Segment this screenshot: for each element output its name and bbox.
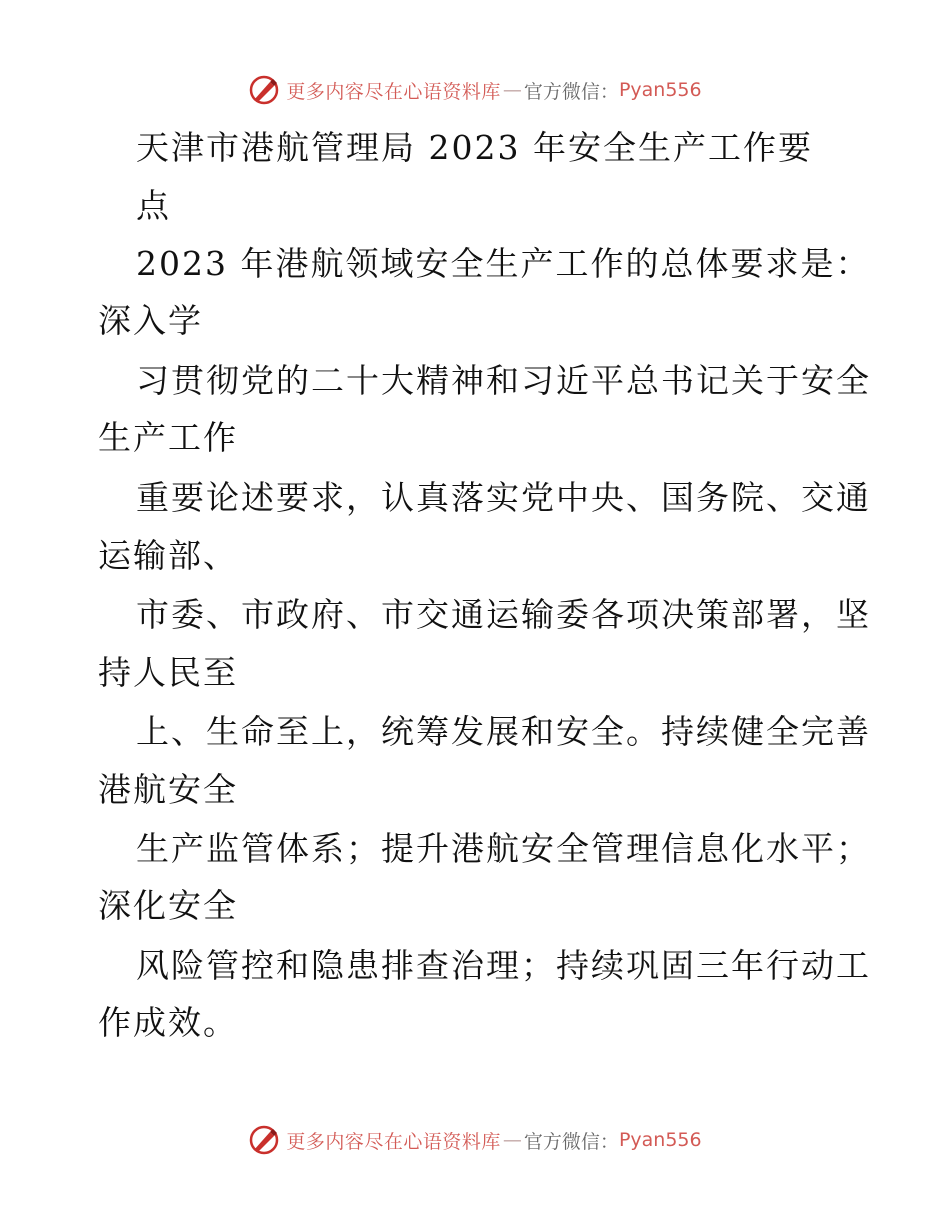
pen-logo-icon (248, 1124, 280, 1156)
paragraph-line: 2023 年港航领域安全生产工作的总体要求是： (136, 244, 871, 283)
paragraph-line: 生产监管体系；提升港航安全管理信息化水平； (136, 829, 871, 868)
paragraph-line: 运输部、 (98, 536, 238, 575)
document-title-line-2: 点 (136, 186, 171, 225)
watermark-official-label: 官方微信： (523, 1130, 619, 1153)
paragraph-line: 生产工作 (98, 418, 238, 457)
paragraph-line: 风险管控和隐患排查治理；持续巩固三年行动工 (136, 946, 871, 985)
watermark-wechat-id: Pyan556 (618, 1129, 702, 1151)
pen-logo-icon (248, 74, 280, 106)
watermark-wechat-id: Pyan556 (618, 79, 702, 101)
watermark-official-label: 官方微信： (523, 80, 619, 103)
watermark-dash: — (502, 1129, 522, 1151)
paragraph-line: 作成效。 (98, 1003, 238, 1042)
paragraph-line: 深化安全 (98, 886, 238, 925)
paragraph-line: 习贯彻党的二十大精神和习近平总书记关于安全 (136, 361, 871, 400)
watermark-header (0, 72, 950, 108)
watermark-text: 更多内容尽在心语资料库 (286, 80, 501, 103)
watermark-footer (0, 1122, 950, 1158)
paragraph-line: 市委、市政府、市交通运输委各项决策部署，坚 (136, 595, 871, 634)
paragraph-line: 持人民至 (98, 653, 238, 692)
watermark-dash: — (502, 79, 522, 101)
paragraph-line: 上、生命至上，统筹发展和安全。持续健全完善 (136, 712, 871, 751)
paragraph-line: 重要论述要求，认真落实党中央、国务院、交通 (136, 478, 871, 517)
paragraph-line: 港航安全 (98, 770, 238, 809)
paragraph-line: 深入学 (98, 301, 203, 340)
watermark-text: 更多内容尽在心语资料库 (286, 1130, 501, 1153)
document-title-line-1: 天津市港航管理局 2023 年安全生产工作要 (136, 128, 813, 167)
